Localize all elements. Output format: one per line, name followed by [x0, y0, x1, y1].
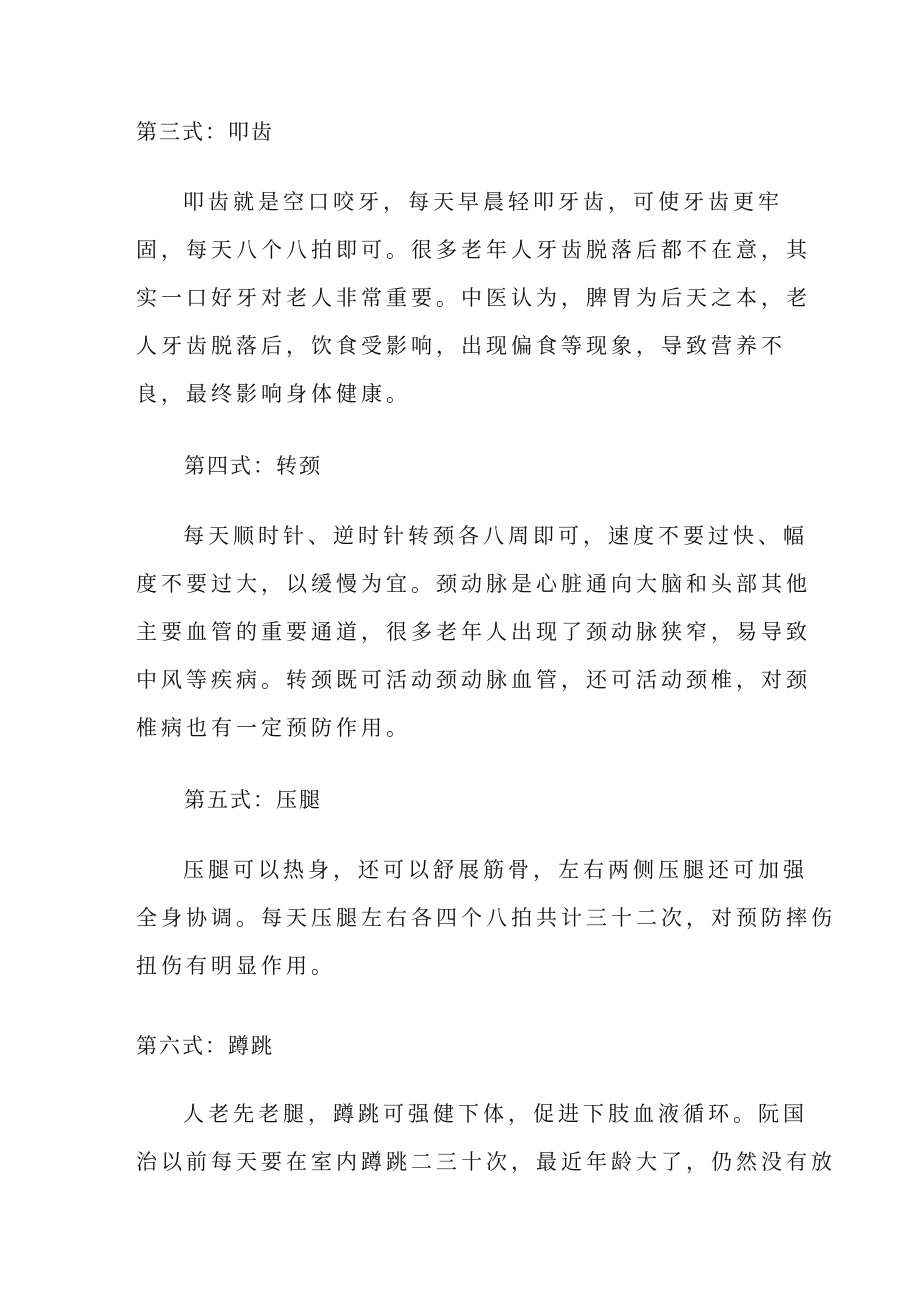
paragraph-line: 治以前每天要在室内蹲跳二三十次，最近年龄大了，仍然没有放 — [136, 1150, 836, 1174]
section-heading-5: 第五式：压腿 — [184, 788, 322, 812]
paragraph-line: 叩齿就是空口咬牙，每天早晨轻叩牙齿，可使牙齿更牢 — [183, 190, 783, 214]
paragraph-line: 中风等疾病。转颈既可活动颈动脉血管，还可活动颈椎，对颈 — [136, 668, 811, 692]
section-heading-6: 第六式：蹲跳 — [136, 1034, 274, 1058]
paragraph-line: 度不要过大，以缓慢为宜。颈动脉是心脏通向大脑和头部其他 — [136, 572, 811, 596]
paragraph-line: 人牙齿脱落后，饮食受影响，出现偏食等现象，导致营养不 — [136, 334, 786, 358]
section-paragraph-6 — [136, 1090, 836, 1186]
section-paragraph-3 — [136, 178, 811, 418]
paragraph-line: 良，最终影响身体健康。 — [136, 382, 411, 406]
paragraph-line: 扭伤有明显作用。 — [136, 954, 336, 978]
paragraph-line: 主要血管的重要通道，很多老年人出现了颈动脉狭窄，易导致 — [136, 620, 811, 644]
paragraph-line: 每天顺时针、逆时针转颈各八周即可，速度不要过快、幅 — [183, 524, 808, 548]
section-paragraph-5 — [136, 846, 836, 990]
paragraph-line: 压腿可以热身，还可以舒展筋骨，左右两侧压腿还可加强 — [183, 858, 808, 882]
section-paragraph-4 — [136, 512, 811, 752]
section-heading-3: 第三式：叩齿 — [136, 120, 274, 144]
paragraph-line: 人老先老腿，蹲跳可强健下体，促进下肢血液循环。阮国 — [183, 1102, 808, 1126]
paragraph-line: 固，每天八个八拍即可。很多老年人牙齿脱落后都不在意，其 — [136, 238, 811, 262]
section-heading-4: 第四式：转颈 — [184, 454, 322, 478]
paragraph-line: 椎病也有一定预防作用。 — [136, 716, 411, 740]
paragraph-line: 实一口好牙对老人非常重要。中医认为，脾胃为后天之本，老 — [136, 286, 811, 310]
paragraph-line: 全身协调。每天压腿左右各四个八拍共计三十二次，对预防摔伤 — [136, 906, 836, 930]
